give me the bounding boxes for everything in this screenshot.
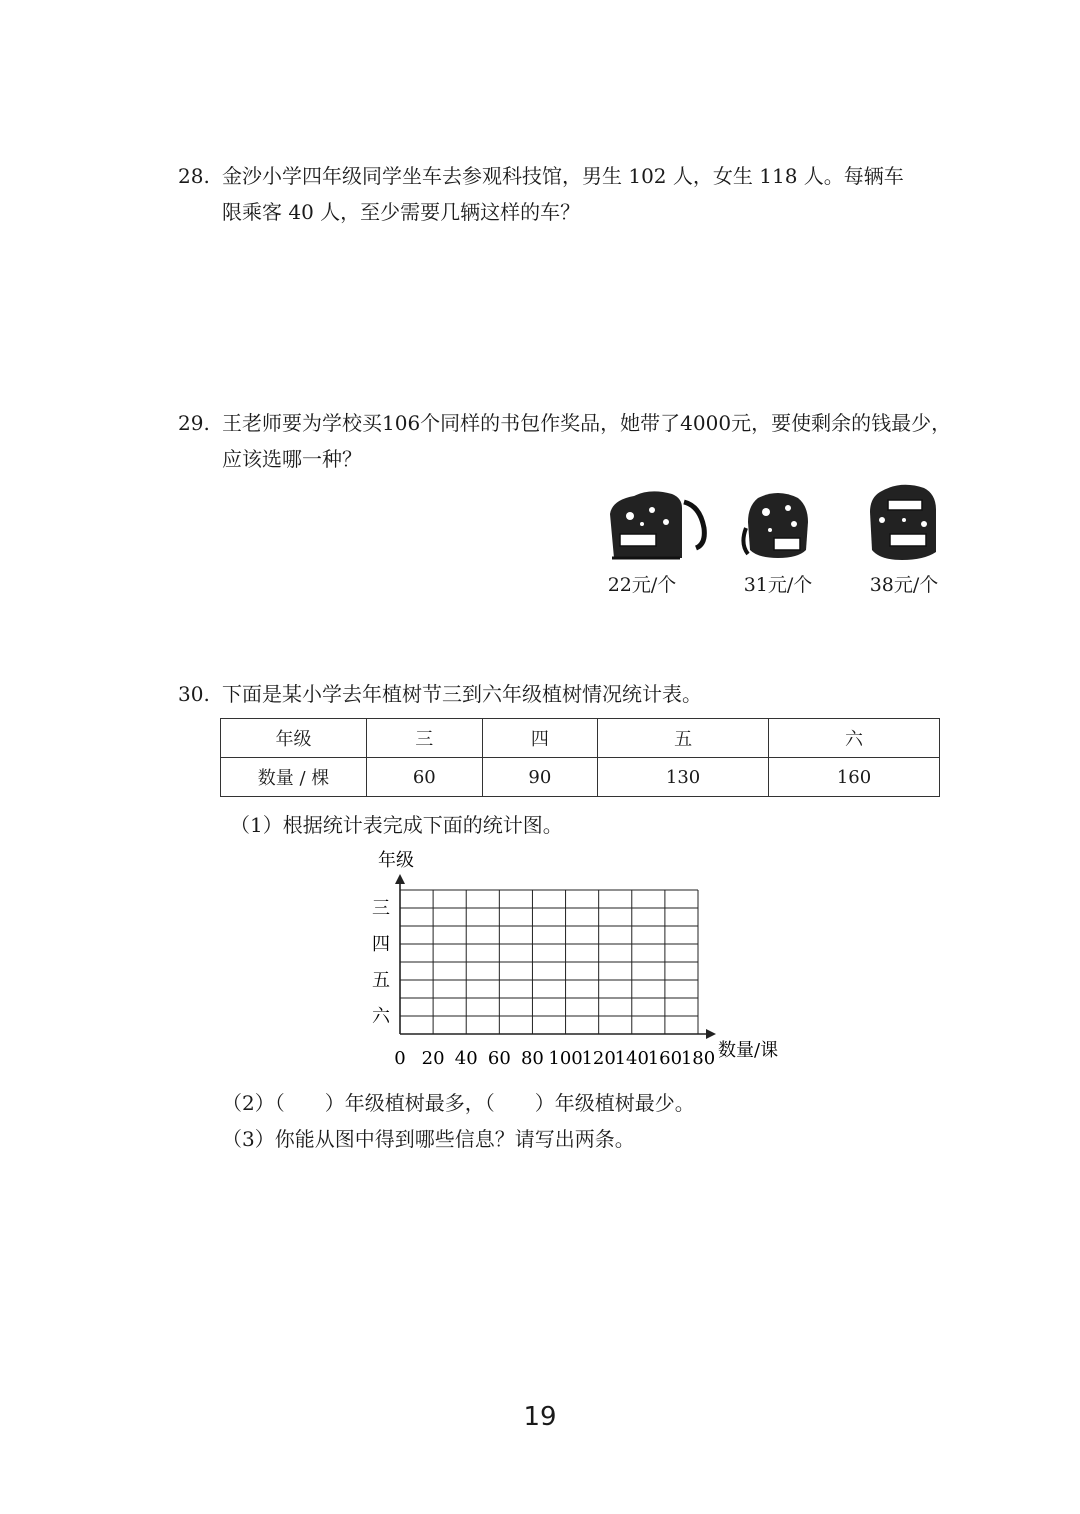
x-tick-label: 60 [487, 1048, 511, 1069]
backpack-icon [738, 488, 818, 564]
x-axis-arrow-icon [706, 1029, 716, 1039]
bag-price-2: 31元/个 [743, 574, 813, 596]
x-tick-label: 140 [614, 1048, 649, 1069]
q30-number: 30. [178, 682, 210, 706]
q30-sub1: （1）根据统计表完成下面的统计图。 [230, 813, 563, 837]
q30-intro: 下面是某小学去年植树节三到六年级植树情况统计表。 [222, 682, 702, 706]
q29-number: 29. [178, 411, 210, 435]
bag-price-1: 22元/个 [607, 574, 677, 596]
y-category-label: 三 [372, 898, 390, 919]
q28-text1: 金沙小学四年级同学坐车去参观科技馆，男生 102 人，女生 118 人。每辆车 [222, 164, 904, 188]
table-cell: 130 [598, 758, 769, 797]
q28-line1 [178, 158, 904, 194]
table-cell: 160 [769, 758, 940, 797]
x-tick-label: 0 [394, 1048, 406, 1069]
table-cell: 五 [598, 719, 769, 758]
bag-price-3: 38元/个 [869, 574, 939, 596]
q29-line2: 应该选哪一种？ [222, 447, 362, 471]
y-category-label: 四 [372, 934, 390, 955]
x-tick-label: 100 [548, 1048, 583, 1069]
table-cell: 年级 [221, 719, 367, 758]
x-tick-label: 80 [520, 1048, 544, 1069]
chart-xlabel: 数量/课 [718, 1040, 779, 1061]
y-category-label: 五 [372, 970, 390, 991]
table-cell: 六 [769, 719, 940, 758]
q30-sub2: （2）（ ）年级植树最多，（ ）年级植树最少。 [222, 1091, 695, 1115]
x-tick-label: 20 [421, 1048, 445, 1069]
q30-sub3: （3）你能从图中得到哪些信息？请写出两条。 [222, 1127, 635, 1151]
table-row [221, 758, 940, 797]
backpack-icon [864, 480, 944, 564]
q28-number: 28. [178, 164, 210, 188]
y-category-label: 六 [372, 1006, 390, 1027]
table-cell: 90 [482, 758, 598, 797]
x-tick-label: 180 [680, 1048, 716, 1069]
bar-chart-grid [360, 840, 800, 1080]
x-tick-label: 160 [647, 1048, 683, 1069]
table-cell: 60 [367, 758, 483, 797]
table-cell: 数量 / 棵 [221, 758, 367, 797]
q29-text1: 王老师要为学校买106个同样的书包作奖品，她带了4000元，要使剩余的钱最少， [222, 411, 952, 435]
statistics-table [220, 718, 940, 797]
table-cell: 三 [367, 719, 483, 758]
table-cell: 四 [482, 719, 598, 758]
q28-line2: 限乘客 40 人，至少需要几辆这样的车？ [222, 200, 581, 224]
y-axis-arrow-icon [395, 874, 405, 884]
q30-intro-line [178, 676, 702, 712]
x-tick-label: 120 [581, 1048, 616, 1069]
page-number: 19 [523, 1402, 557, 1432]
q29-line1 [178, 405, 951, 441]
x-tick-label: 40 [454, 1048, 478, 1069]
table-row [221, 719, 940, 758]
backpack-icon [600, 488, 712, 564]
chart-ylabel: 年级 [378, 850, 414, 871]
